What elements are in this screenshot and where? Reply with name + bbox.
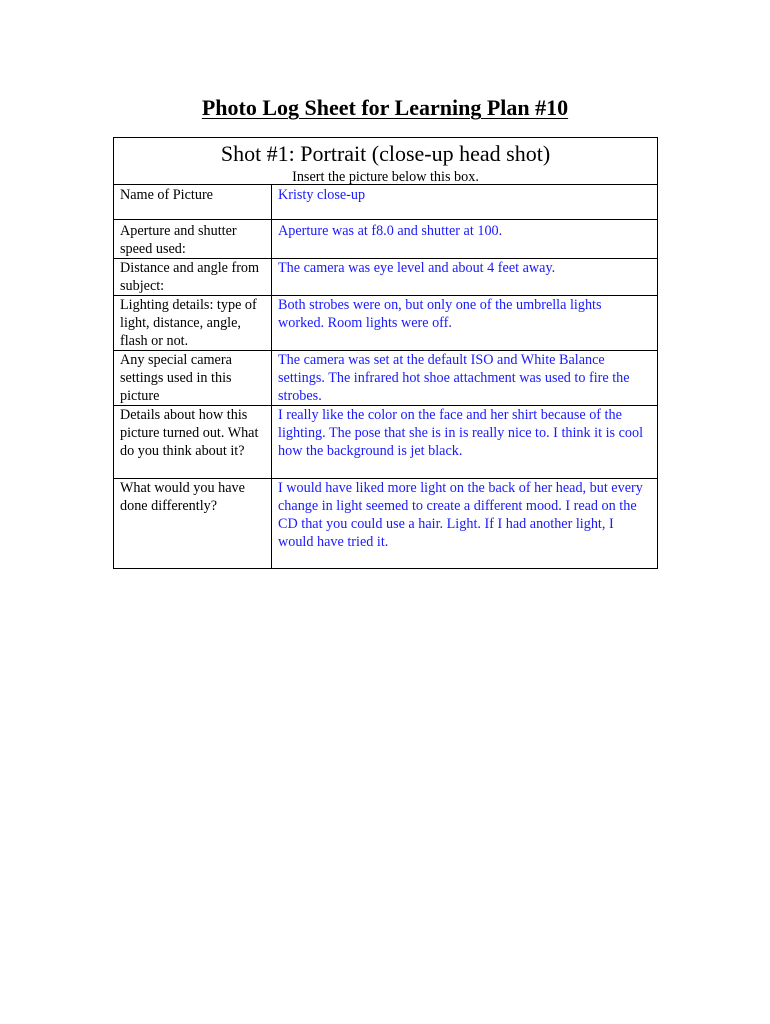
shot-header-cell <box>114 138 658 185</box>
table-row <box>114 220 658 259</box>
row-value-lighting-details: Both strobes were on, but only one of the umbrella lights worked. Room lights were off. <box>272 296 658 351</box>
table-row <box>114 351 658 406</box>
row-label-picture-details: Details about how this picture turned out. What do you think about it? <box>114 406 272 479</box>
row-label-aperture-shutter: Aperture and shutter speed used: <box>114 220 272 259</box>
row-value-done-differently: I would have liked more light on the back of her head, but every change in light seemed to create a different mood. I read on the CD that you could use a hair. Light. If I had another light, I would have tried it. <box>272 479 658 569</box>
row-label-distance-angle: Distance and angle from subject: <box>114 259 272 296</box>
table-row <box>114 406 658 479</box>
row-value-picture-details: I really like the color on the face and her shirt because of the lighting. The pose that she is in is really nice to. I think it is cool how the background is jet black. <box>272 406 658 479</box>
row-label-lighting-details: Lighting details: type of light, distance, angle, flash or not. <box>114 296 272 351</box>
row-value-aperture-shutter: Aperture was at f8.0 and shutter at 100. <box>272 220 658 259</box>
table-row <box>114 259 658 296</box>
photo-log-table <box>113 137 658 569</box>
table-row <box>114 185 658 220</box>
row-value-name-of-picture: Kristy close-up <box>272 185 658 220</box>
row-value-distance-angle: The camera was eye level and about 4 feet away. <box>272 259 658 296</box>
row-label-done-differently: What would you have done differently? <box>114 479 272 569</box>
table-row <box>114 479 658 569</box>
shot-header-row <box>114 138 658 185</box>
row-label-special-settings: Any special camera settings used in this picture <box>114 351 272 406</box>
shot-title: Shot #1: Portrait (close-up head shot) <box>220 141 551 166</box>
row-label-name-of-picture: Name of Picture <box>114 185 272 220</box>
row-value-special-settings: The camera was set at the default ISO and White Balance settings. The infrared hot shoe attachment was used to fire the strobes. <box>272 351 658 406</box>
document-title <box>0 94 770 122</box>
document-title-text: Photo Log Sheet for Learning Plan #10 <box>201 95 569 120</box>
table-row <box>114 296 658 351</box>
shot-instruction: Insert the picture below this box. <box>292 169 479 185</box>
